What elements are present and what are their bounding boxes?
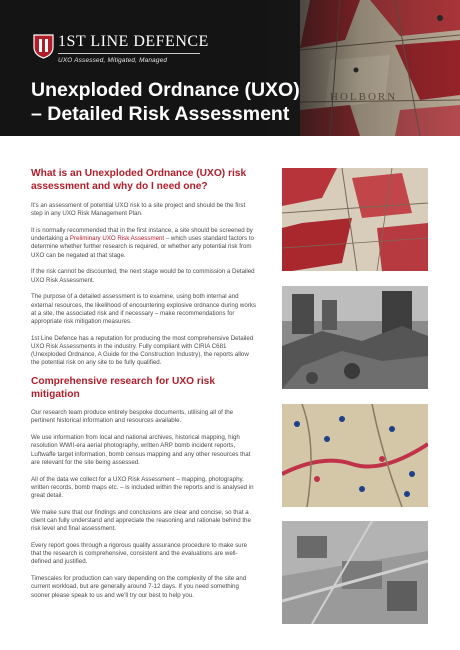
company-logo [33,33,209,64]
paragraph: The purpose of a detailed assessment is to examine, using both internal and external resources, the likelihood of encountering explosive ordnance during works at a site, the associated risk and if necessary – make recommendations for appropriate risk mitigation measures. [31,293,256,326]
main-content [31,168,256,608]
page-title [31,78,331,126]
bomb-census-map-image [282,404,428,507]
paragraph: Timescales for production can vary depending on the complexity of the site and current workload, but are generally around 7-12 days. If you need something sooner please speak to us and we'll try our best to help you. [31,575,247,599]
paragraph: It's an assessment of potential UXO risk to a site project and should be the first step in any UXO Risk Management Plan. [31,202,246,218]
brand-tagline: UXO Assessed, Mitigated, Managed [58,57,168,64]
paragraph: All of the data we collect for a UXO Risk Assessment – mapping, photography, written records, bomb maps etc. – is included within the reports and is analysed in great detail. [31,475,254,500]
paragraph-text: – which uses standard factors to determine whether further research is required, or whether any potential risk from UXO can be negated at that stage. [31,235,254,259]
bomb-damage-photo [282,286,428,389]
paragraph [31,227,256,260]
paragraph: We use information from local and national archives, historical mapping, high resolution WWII-era aerial photography, written ARP bomb incident reports, Luftwaffe target information, bomb census mapping and any other resources that are relevant for the site being assessed. [31,434,251,466]
brand-name: 1ST LINE DEFENCE [58,33,209,50]
paragraph: We make sure that our findings and conclusions are clear and concise, so that a client can fully understand and appreciate the reasoning and rationale behind the risk level and final assessment. [31,508,251,533]
map-label-holborn: HOLBORN [330,91,398,103]
paragraph-text: It is normally recommended that in the first instance, a site should be screened by undertaking a [31,227,253,243]
section-heading-what-is-uxo: What is an Unexploded Ordnance (UXO) risk assessment and why do I need one? [31,168,247,192]
paragraph: Our research team produce entirely bespoke documents, utilising all of the pertinent historical information and resources available. [31,409,234,425]
paragraph: 1st Line Defence has a reputation for producing the most comprehensive Detailed UXO Risk Assessments in the industry. Fully compliant with CIRIA C681 (Unexploded Ordnance, A Guide for the Construction Industry), the reports allow the potential risk on any site to be fully qualified. [31,334,254,367]
page-title-line-2: – Detailed Risk Assessment [31,103,290,125]
bomb-damage-map-image [282,168,428,271]
section-heading-research: Comprehensive research for UXO risk mitigation [31,376,216,400]
aerial-photograph-image [282,521,428,624]
paragraph: If the risk cannot be discounted, the next stage would be to commission a Detailed UXO Risk Assessment. [31,268,255,284]
page-title-line-1: Unexploded Ordnance (UXO) [31,79,300,101]
shield-logo-icon [33,33,54,59]
header-banner [0,0,460,136]
brand-divider [58,53,200,54]
paragraph: Every report goes through a rigorous quality assurance procedure to make sure that the research is comprehensive, consistent and the evaluations are well-defined and justified. [31,542,248,566]
preliminary-assessment-link[interactable]: Preliminary UXO Risk Assessment [69,235,165,243]
